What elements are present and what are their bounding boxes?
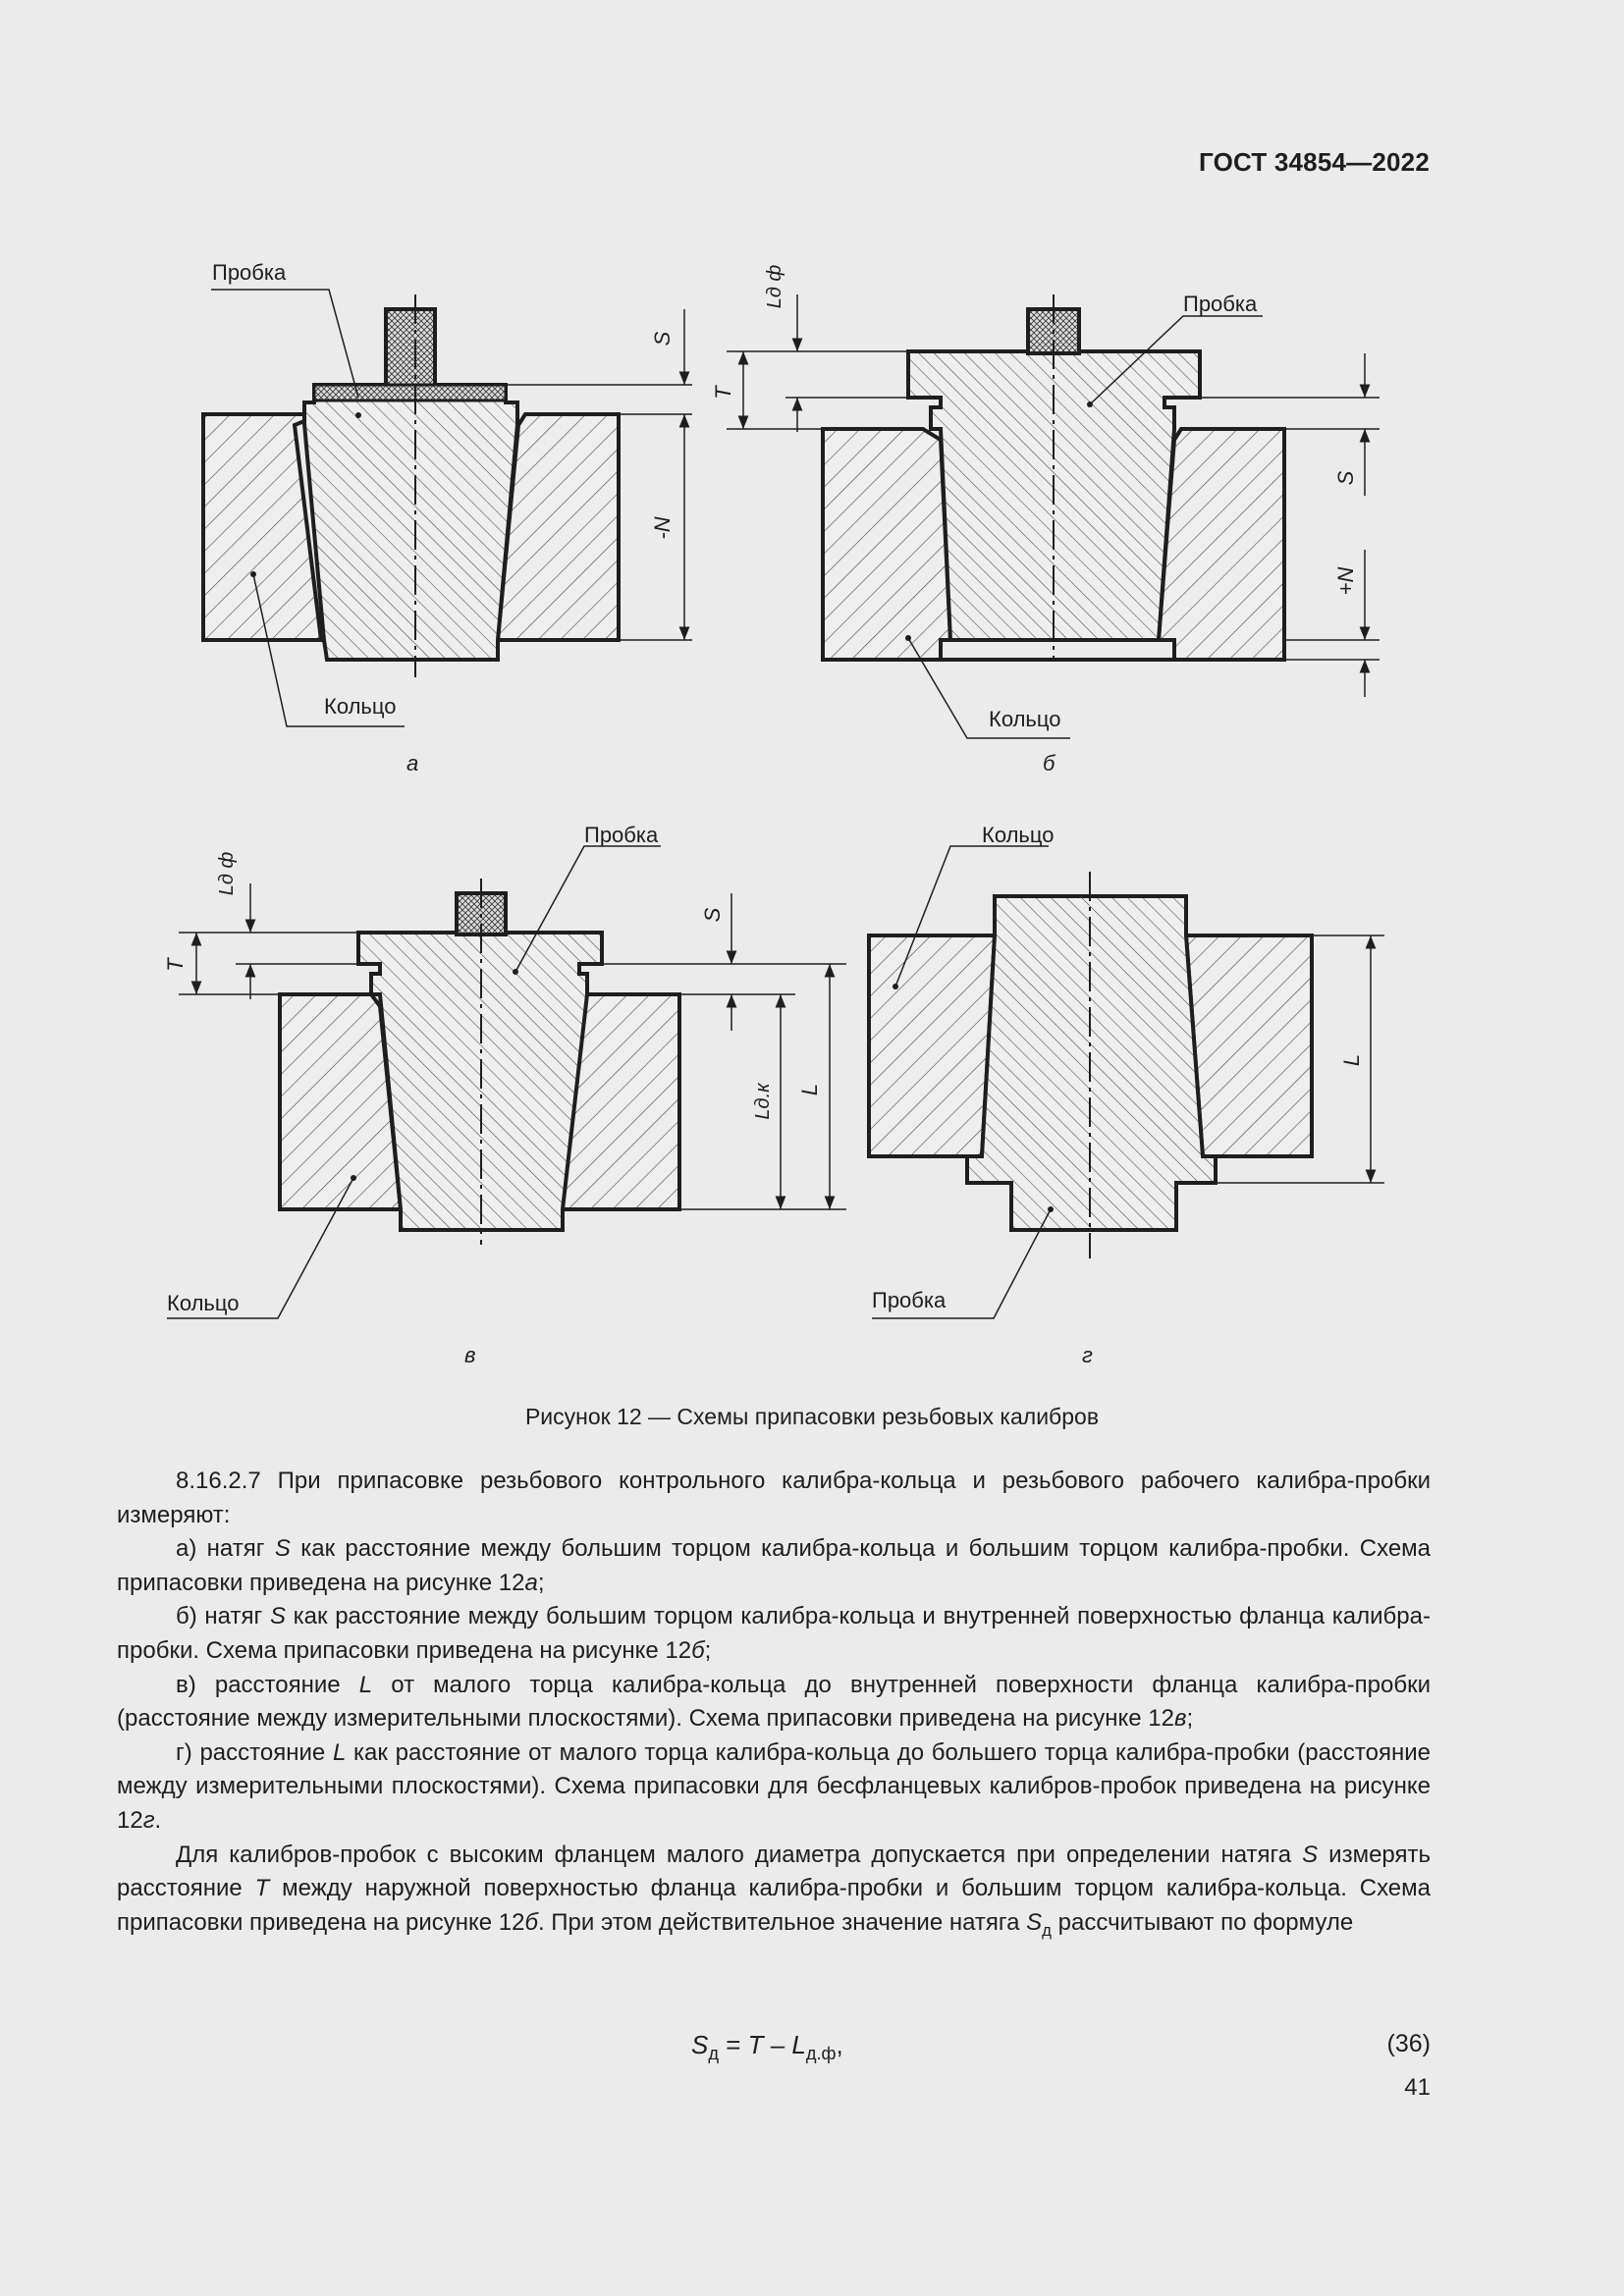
formula-expression: $S_д = T - L_{д.ф}$, [691, 2030, 843, 2064]
panel-label-v: в [464, 1343, 476, 1367]
label-ring-v: Кольцо [167, 1291, 240, 1315]
panel-v [163, 823, 846, 1367]
document-code: ГОСТ 34854—2022 [1199, 147, 1430, 177]
plug-g [967, 896, 1216, 1230]
dim-L-v: L [797, 1083, 822, 1096]
panel-b [711, 264, 1380, 775]
dim-T-b: T [711, 386, 735, 400]
formula-36 [117, 2030, 1431, 2069]
plug-a [304, 385, 517, 660]
ring-g-right [1186, 935, 1312, 1156]
dim-plus-N-b: +N [1333, 566, 1358, 596]
paragraph-high-flange: Для калибров-пробок с высоким фланцем малого диаметра допускается при определении натяга S измерять расстояние T между наружной поверхностью фланца калибра-пробки и большим торцом калибра-кольца. Схема припасовки приведена на рисунке 12б. При этом действительное значение натяга $S_д$ рассчитывают по формуле [117, 1841, 1432, 1940]
label-ring-a: Кольцо [324, 694, 397, 719]
dim-S-b: S [1333, 470, 1358, 486]
label-ring-g: Кольцо [982, 823, 1055, 847]
dim-Ldk-v: Lд.к [752, 1083, 774, 1120]
dim-Ldf-v: Lд ф [216, 851, 238, 896]
ring-b [823, 429, 950, 660]
ring-a [203, 414, 321, 640]
dim-T-v: T [163, 958, 188, 972]
label-plug-b: Пробка [1183, 292, 1258, 316]
label-plug-v: Пробка [584, 823, 659, 847]
dim-S-v: S [700, 907, 725, 923]
ring-b-right [1159, 429, 1284, 660]
label-plug-g: Пробка [872, 1288, 947, 1312]
label-ring-b: Кольцо [989, 707, 1061, 731]
item-a: а) натяг S как расстояние между большим торцом калибра-кольца и большим торцом калибра-пробки. Схема припасовки приведена на рисунке 12а; [117, 1535, 1432, 1596]
item-g: г) расстояние L как расстояние от малого торца калибра-кольца до большего торца калибра-пробки (расстояние между измерительными плоскостями). Схема припасовки для бесфланцевых калибров-пробок приведена на рисунке 12г. [117, 1738, 1432, 1834]
dim-Ldf-b: Lд ф [764, 264, 785, 309]
dim-L-g: L [1339, 1053, 1364, 1067]
item-v: в) расстояние L от малого торца калибра-кольца до внутренней поверхности фланца калибра-пробки (расстояние между измерительными плоскостями). Схема припасовки приведена на рисунке 12в; [117, 1671, 1432, 1733]
ring-g [869, 935, 995, 1156]
plug-a-handle [386, 309, 435, 386]
panel-g [869, 823, 1384, 1367]
panel-label-g: г [1082, 1343, 1093, 1367]
paragraph-8-16-2-7: 8.16.2.7 При припасовке резьбового контрольного калибра-кольца и резьбового рабочего калибра-пробки измеряют: [117, 1468, 1431, 1528]
body-text [117, 1465, 1431, 1948]
label-plug-a: Пробка [212, 260, 287, 285]
panel-label-a: а [406, 751, 419, 775]
dim-minus-N-a: -N [650, 516, 675, 540]
item-b: б) натяг S как расстояние между большим торцом калибра-кольца и внутренней поверхностью фланца калибра-пробки. Схема припасовки приведена на рисунке 12б; [117, 1603, 1431, 1664]
panel-a [203, 260, 692, 775]
formula-number: (36) [1386, 2030, 1431, 2057]
page-number: 41 [1404, 2074, 1431, 2101]
panel-label-b: б [1043, 751, 1056, 775]
dim-S-a: S [650, 331, 675, 347]
figure-caption: Рисунок 12 — Схемы припасовки резьбовых калибров [524, 1404, 1100, 1429]
